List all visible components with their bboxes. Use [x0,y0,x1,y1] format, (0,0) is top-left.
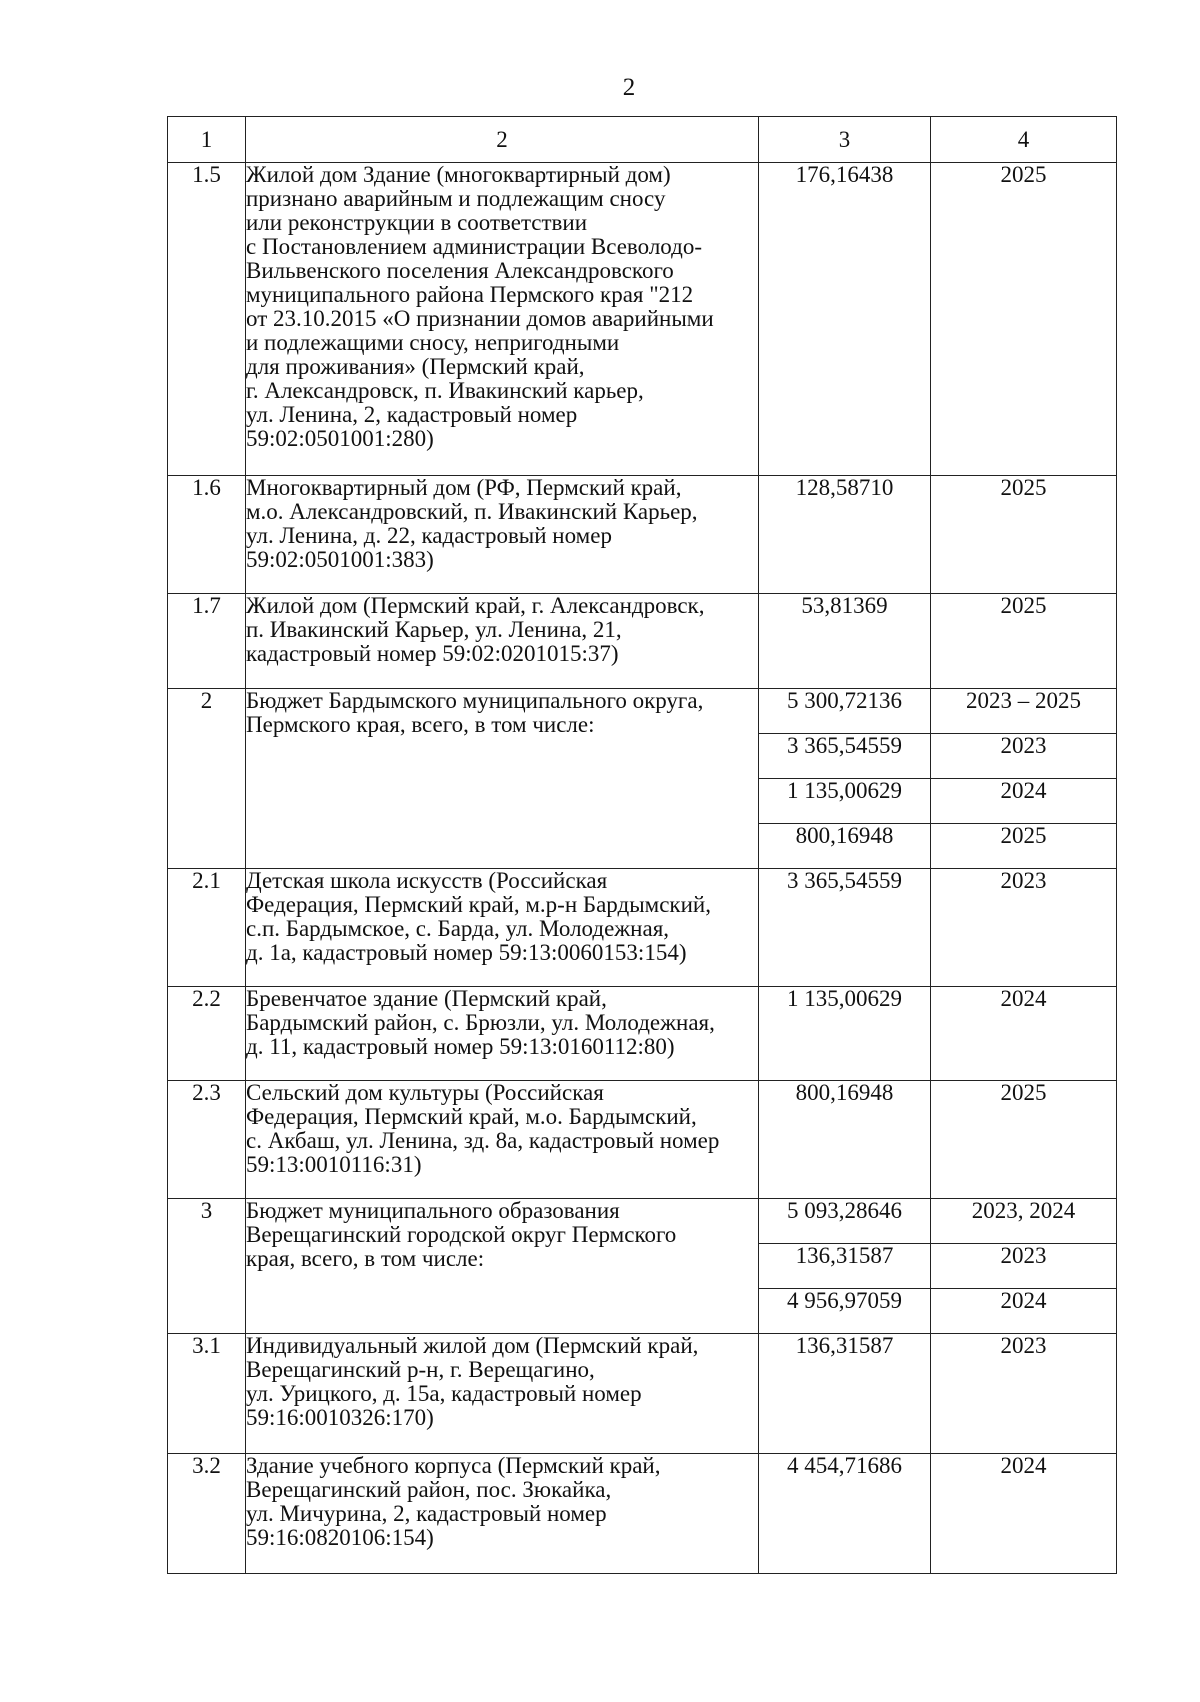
row-year: 2024 [931,987,1117,1081]
row-amount: 4 956,97059 [759,1289,931,1334]
description-line: Вильвенского поселения Александровского [246,258,674,283]
table-row [168,689,1117,734]
row-description [246,1081,759,1199]
table-row [168,1454,1117,1574]
row-number: 2.1 [168,869,246,987]
description-line: Бардымский район, с. Брюзли, ул. Молодежная, [246,1010,715,1035]
description-line: и подлежащими сносу, непригодными [246,330,620,355]
description-line: ул. Мичурина, 2, кадастровый номер [246,1501,607,1526]
description-line: с Постановлением администрации Всеволодо- [246,234,703,259]
description-line: Бюджет муниципального образования [246,1198,620,1223]
description-line: кадастровый номер 59:02:0201015:37) [246,641,619,666]
description-line: м.о. Александровский, п. Ивакинский Карьер, [246,499,698,524]
description-line: с.п. Бардымское, с. Барда, ул. Молодежная, [246,916,670,941]
row-number: 3 [168,1199,246,1334]
row-amount: 128,58710 [759,476,931,594]
row-year: 2024 [931,779,1117,824]
row-description [246,689,759,869]
row-amount: 4 454,71686 [759,1454,931,1574]
description-line: Бюджет Бардымского муниципального округа, [246,688,704,713]
description-line: 59:13:0010116:31) [246,1152,422,1177]
description-line: 59:16:0010326:170) [246,1405,434,1430]
row-description [246,1454,759,1574]
row-year: 2023 [931,869,1117,987]
description-line: г. Александровск, п. Ивакинский карьер, [246,378,644,403]
description-line: Жилой дом Здание (многоквартирный дом) [246,162,671,187]
row-number: 2.2 [168,987,246,1081]
row-amount: 3 365,54559 [759,869,931,987]
description-line: ул. Урицкого, д. 15а, кадастровый номер [246,1381,642,1406]
description-line: п. Ивакинский Карьер, ул. Ленина, 21, [246,617,622,642]
row-year: 2023, 2024 [931,1199,1117,1244]
row-amount: 176,16438 [759,163,931,476]
row-description [246,476,759,594]
row-year: 2025 [931,163,1117,476]
table-row [168,476,1117,594]
header-col-2: 2 [246,117,759,163]
row-year: 2023 [931,1244,1117,1289]
row-description [246,869,759,987]
row-number: 1.7 [168,594,246,689]
description-line: 59:02:0501001:383) [246,547,434,572]
description-line: Бревенчатое здание (Пермский край, [246,986,607,1011]
description-line: или реконструкции в соответствии [246,210,588,235]
row-amount: 136,31587 [759,1244,931,1289]
row-year: 2023 – 2025 [931,689,1117,734]
description-line: с. Акбаш, ул. Ленина, зд. 8а, кадастровый номер [246,1128,720,1153]
investment-table [167,116,1117,1574]
description-line: Федерация, Пермский край, м.о. Бардымский, [246,1104,697,1129]
row-amount: 1 135,00629 [759,987,931,1081]
row-description [246,1334,759,1454]
row-description [246,987,759,1081]
row-year: 2024 [931,1454,1117,1574]
row-number: 2 [168,689,246,869]
table-row [168,987,1117,1081]
description-line: Верещагинский городской округ Пермского [246,1222,677,1247]
description-line: Сельский дом культуры (Российская [246,1080,604,1105]
row-description [246,163,759,476]
row-year: 2025 [931,824,1117,869]
row-year: 2025 [931,1081,1117,1199]
description-line: Верещагинский район, пос. Зюкайка, [246,1477,612,1502]
row-amount: 136,31587 [759,1334,931,1454]
page-number: 2 [622,74,636,101]
row-amount: 5 300,72136 [759,689,931,734]
table-row [168,163,1117,476]
description-line: Федерация, Пермский край, м.р-н Бардымский, [246,892,711,917]
row-year: 2023 [931,1334,1117,1454]
description-line: от 23.10.2015 «О признании домов аварийными [246,306,714,331]
row-amount: 5 093,28646 [759,1199,931,1244]
row-description [246,594,759,689]
description-line: ул. Ленина, д. 22, кадастровый номер [246,523,612,548]
description-line: для проживания» (Пермский край, [246,354,585,379]
description-line: Многоквартирный дом (РФ, Пермский край, [246,475,682,500]
description-line: края, всего, в том числе: [246,1246,485,1271]
row-number: 2.3 [168,1081,246,1199]
description-line: признано аварийным и подлежащим сносу [246,186,666,211]
description-line: 59:16:0820106:154) [246,1525,434,1550]
description-line: Пермского края, всего, в том числе: [246,712,595,737]
description-line: д. 11, кадастровый номер 59:13:0160112:80) [246,1034,675,1059]
table-row [168,1334,1117,1454]
table-row [168,869,1117,987]
row-number: 3.2 [168,1454,246,1574]
row-year: 2025 [931,594,1117,689]
description-line: ул. Ленина, 2, кадастровый номер [246,402,578,427]
row-amount: 1 135,00629 [759,779,931,824]
header-col-1: 1 [168,117,246,163]
description-line: д. 1а, кадастровый номер 59:13:0060153:154) [246,940,687,965]
row-number: 3.1 [168,1334,246,1454]
description-line: Здание учебного корпуса (Пермский край, [246,1453,661,1478]
description-line: Верещагинский р-н, г. Верещагино, [246,1357,595,1382]
header-col-4: 4 [931,117,1117,163]
row-year: 2023 [931,734,1117,779]
table-row [168,594,1117,689]
row-year: 2025 [931,476,1117,594]
table-row [168,1081,1117,1199]
table-row [168,1199,1117,1244]
row-number: 1.6 [168,476,246,594]
row-amount: 800,16948 [759,1081,931,1199]
description-line: Жилой дом (Пермский край, г. Александровск, [246,593,705,618]
header-col-3: 3 [759,117,931,163]
description-line: Детская школа искусств (Российская [246,868,608,893]
row-amount: 53,81369 [759,594,931,689]
description-line: 59:02:0501001:280) [246,426,434,451]
row-year: 2024 [931,1289,1117,1334]
row-amount: 3 365,54559 [759,734,931,779]
header-row [168,117,1117,163]
row-description [246,1199,759,1334]
description-line: муниципального района Пермского края "212 [246,282,694,307]
row-number: 1.5 [168,163,246,476]
row-amount: 800,16948 [759,824,931,869]
description-line: Индивидуальный жилой дом (Пермский край, [246,1333,699,1358]
